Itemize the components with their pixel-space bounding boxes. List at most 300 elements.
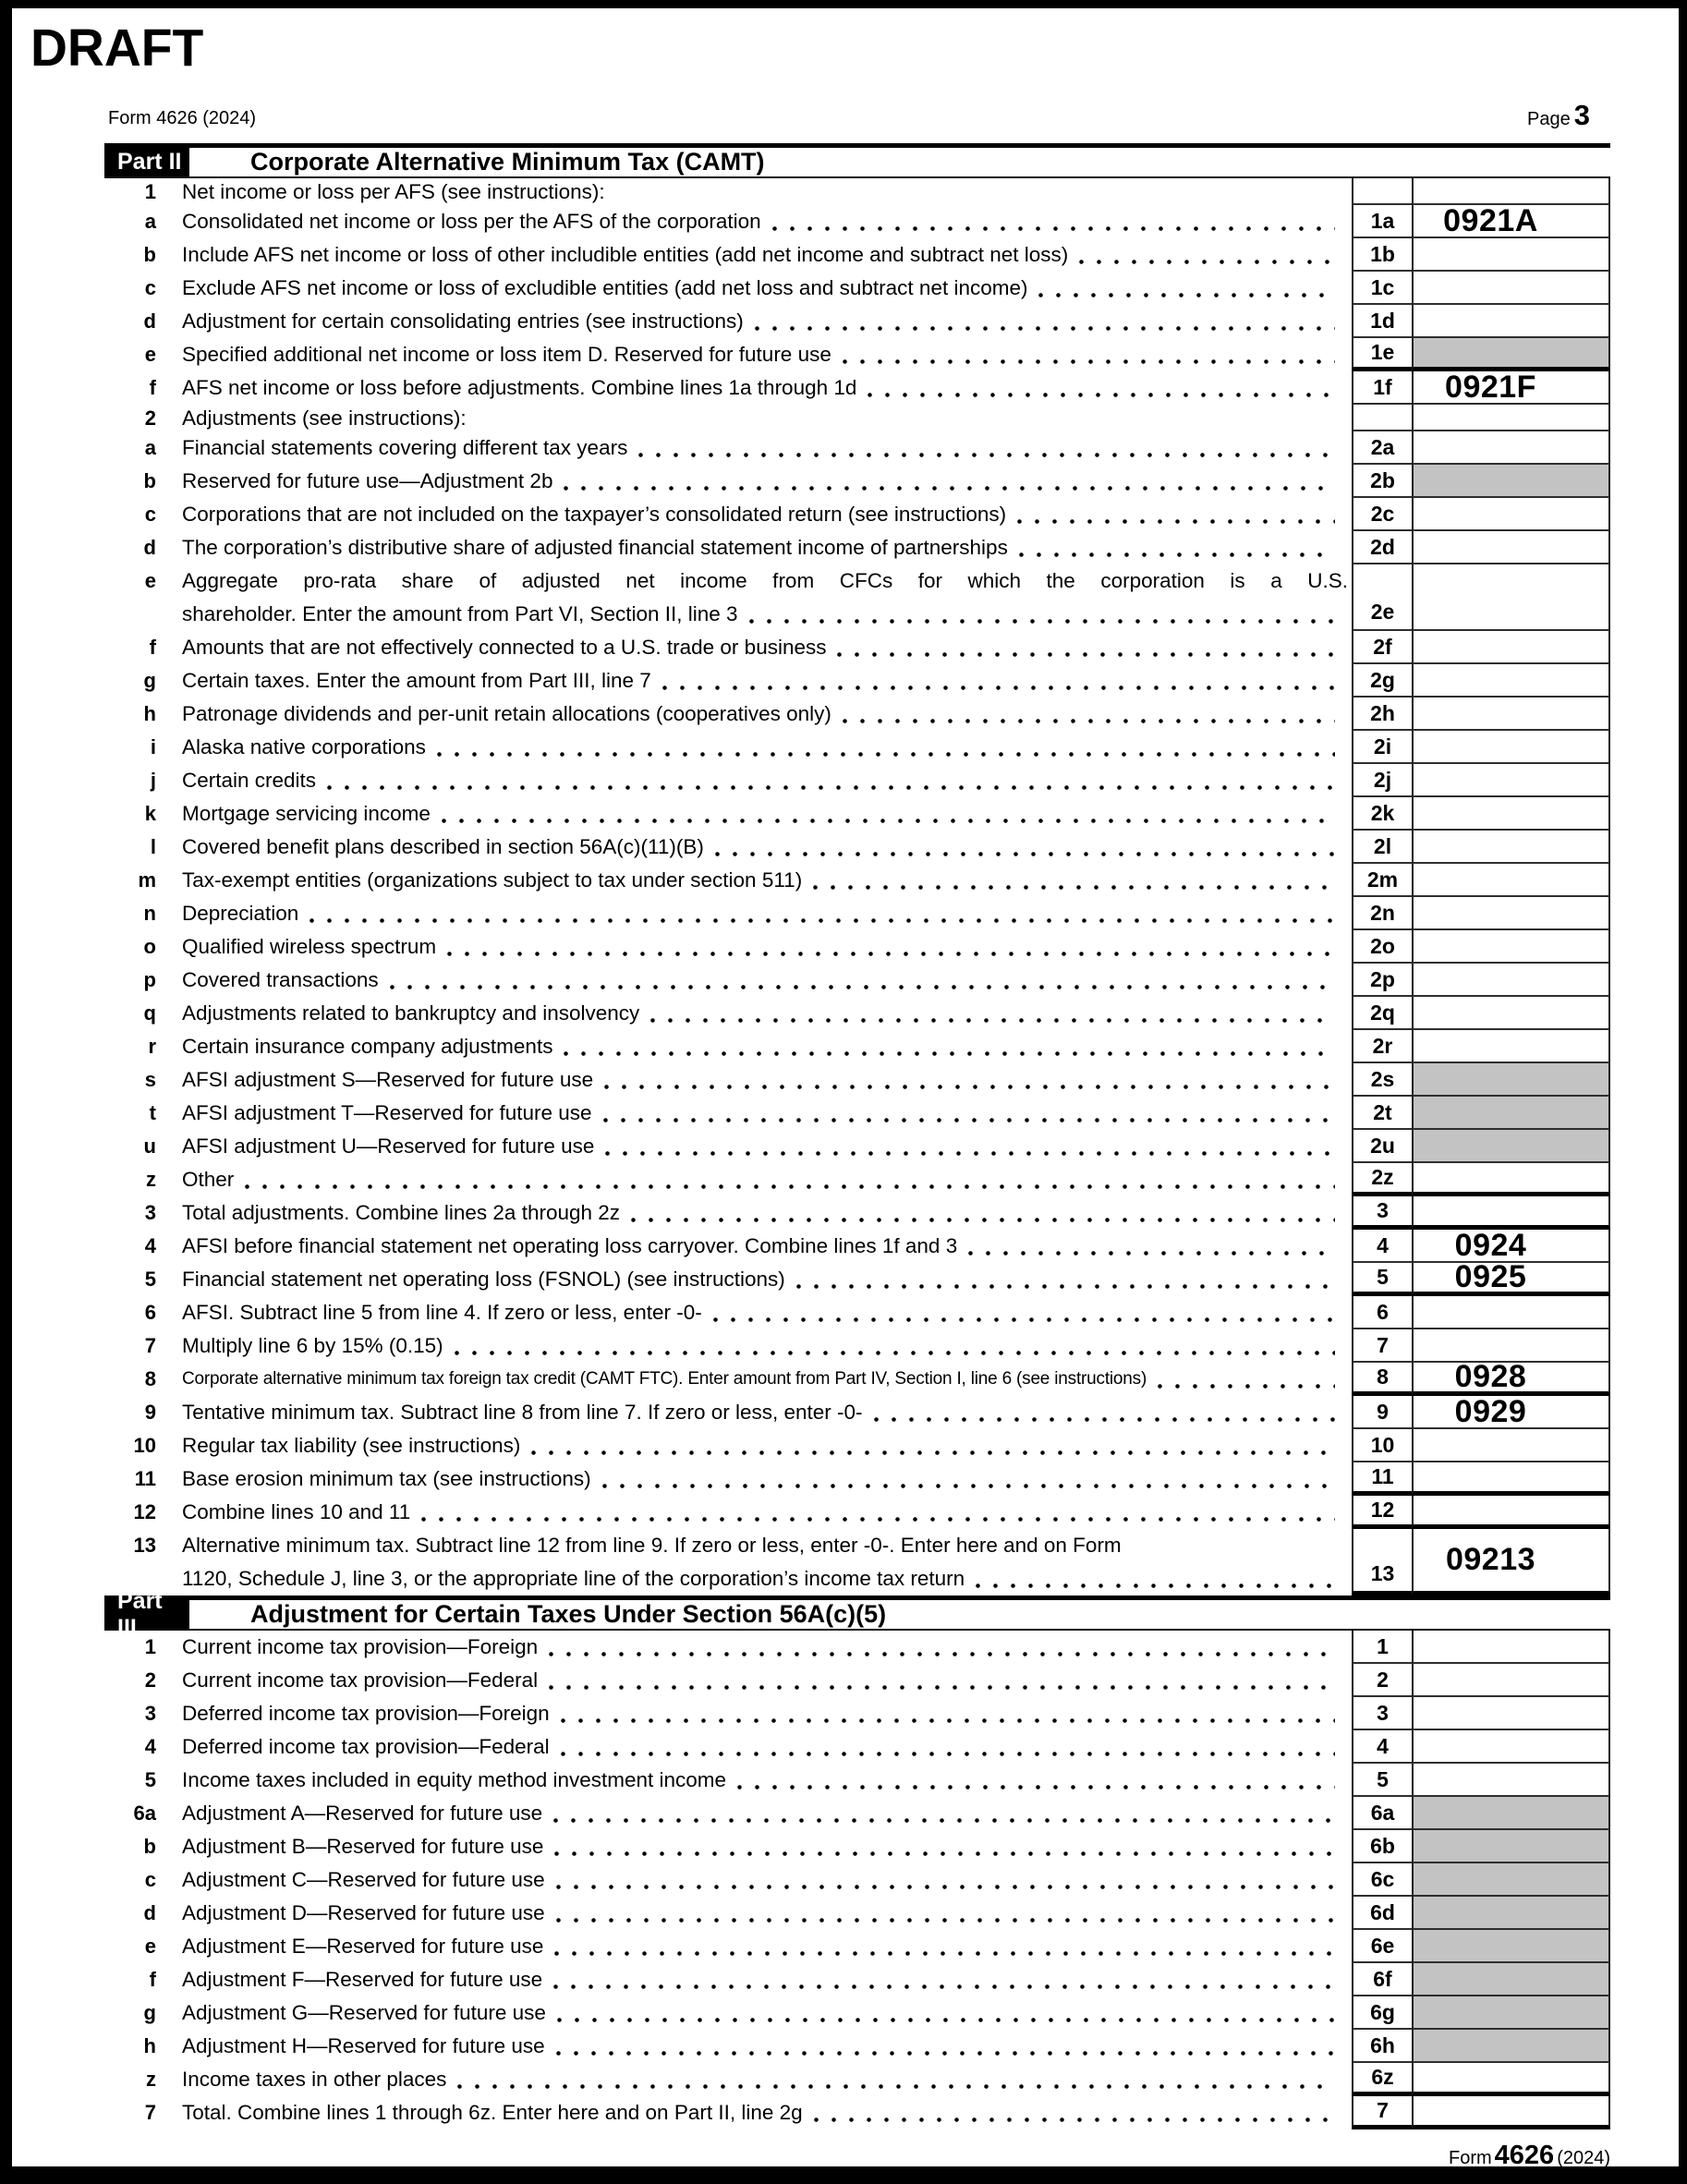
line-number-box: 6z [1352,2063,1412,2096]
dot-leader [605,1130,1335,1163]
dot-leader [557,1996,1335,2030]
dot-leader [837,631,1335,664]
line-text: Depreciation [182,902,299,925]
amount-box-p2-2d[interactable] [1412,531,1610,564]
line-description [156,2030,1352,2063]
amount-box-p2-11[interactable] [1412,1462,1610,1496]
dot-leader [772,205,1335,238]
form-row-p2-8 [104,1359,1610,1396]
line-number-box: 2i [1352,731,1412,764]
line-description [156,1462,1352,1496]
line-number-box: 2q [1352,997,1412,1030]
dot-leader [553,1797,1335,1830]
dot-leader [843,698,1335,731]
part3-table [104,1631,1610,2129]
form-row-p2-2m [104,864,1610,897]
amount-box-p2-2m[interactable] [1412,864,1610,897]
line-label: e [144,569,156,592]
dot-leader [549,1664,1335,1697]
line-label: a [144,210,156,233]
line-label: f [149,1968,156,1991]
line-description [156,1697,1352,1730]
line-description [156,1396,1352,1429]
line-number-box: 2n [1352,897,1412,930]
line-text: Adjustments (see instructions): [182,406,467,430]
line-text: Regular tax liability (see instructions) [182,1434,521,1457]
line-text: Specified additional net income or loss item D. Reserved for future use [182,343,831,366]
line-label: 9 [144,1401,156,1424]
amount-box-p2-2u [1412,1130,1610,1163]
part3-header-bar [104,1587,1610,1641]
dot-leader [442,797,1335,831]
line-text: Mortgage servicing income [182,802,431,825]
line-description [156,664,1352,698]
line-description [156,1063,1352,1097]
line-label: 4 [144,1735,156,1758]
line-text: Aggregate pro-rata share of adjusted net income from CFCs for which the corporation is a U.S. [182,569,1348,592]
dot-leader [968,1230,1335,1263]
line-label: j [150,769,156,792]
line-number-box: 2s [1352,1063,1412,1097]
line-description [156,1496,1352,1529]
line-number-box: 4 [1352,1230,1412,1263]
amount-box-p2-13[interactable] [1412,1529,1610,1596]
dot-leader [874,1396,1335,1429]
line-label: 3 [144,1201,156,1224]
line-number-box: 2t [1352,1097,1412,1130]
line-text: Corporate alternative minimum tax foreign tax credit (CAMT FTC). Enter amount from Part IV, Section I, line 6 (see instructions) [182,1369,1147,1389]
form-row-p2-2u [104,1130,1610,1163]
line-number-box: 2h [1352,698,1412,731]
form-row-p2-5 [104,1259,1610,1296]
line-text: Consolidated net income or loss per the AFS of the corporation [182,210,761,233]
form-row-p2-7 [104,1329,1610,1363]
dot-leader [421,1496,1335,1529]
line-number-box: 5 [1352,1764,1412,1797]
form-row-p2-1 [104,178,1610,205]
form-row-p2-2k [104,797,1610,831]
part2-label: Part II [104,148,189,176]
amount-box-p2-2h[interactable] [1412,698,1610,731]
amount-box-p2-2f[interactable] [1412,631,1610,664]
dot-leader [554,1930,1335,1963]
dot-leader [843,338,1335,371]
line-number-box: 2l [1352,831,1412,864]
amount-box-p2-1c[interactable] [1412,272,1610,305]
amount-box-p2-2e[interactable] [1412,564,1610,631]
line-label: q [143,1001,156,1025]
form-row-p2-1f [104,371,1610,405]
line-number-box: 1 [1352,1631,1412,1664]
line-description [156,1230,1352,1263]
line-number-box: 6c [1352,1863,1412,1897]
line-text: Certain credits [182,769,317,792]
dot-leader [556,2030,1335,2063]
line-description [156,1764,1352,1797]
dot-leader [749,598,1335,631]
amount-box-p2-4[interactable] [1412,1227,1610,1263]
line-label: g [143,2001,156,2024]
form-row-p3-2 [104,1664,1610,1697]
form-row-p3-6e [104,1930,1610,1963]
amount-box-p2-6[interactable] [1412,1296,1610,1329]
amount-box-p3-6f [1412,1963,1610,1996]
form-row-p2-2g [104,664,1610,698]
line-number-box: 2a [1352,431,1412,465]
amount-box-p3-6z[interactable] [1412,2063,1610,2096]
line-number-box: 2z [1352,1163,1412,1196]
dot-leader [561,1730,1335,1764]
form-row-p2-11 [104,1462,1610,1496]
form-row-p2-2p [104,964,1610,997]
amount-box-p3-6d [1412,1897,1610,1930]
line-description [156,1196,1352,1230]
line-text: Covered benefit plans described in section 56A(c)(11)(B) [182,835,704,858]
line-text: AFSI adjustment T—Reserved for future use [182,1101,592,1124]
line-number-box: 6g [1352,1996,1412,2030]
amount-box-p2-2l[interactable] [1412,831,1610,864]
line-number-box: 12 [1352,1496,1412,1529]
line-label: f [149,636,156,659]
form-reference-header: Form 4626 (2024) [108,108,257,128]
amount-box-p3-6b [1412,1830,1610,1863]
description-line-2 [182,598,1348,631]
line-label: 11 [134,1467,156,1490]
description-line-1 [182,564,1348,598]
dot-leader [447,930,1335,964]
line-number-box: 6 [1352,1296,1412,1329]
line-description [156,305,1352,338]
form-row-p3-4 [104,1730,1610,1764]
line-description [156,405,1352,431]
dot-leader [814,2096,1335,2129]
line-description [156,431,1352,465]
amount-box-p2-2j[interactable] [1412,764,1610,797]
line-text: Alternative minimum tax. Subtract line 12 from line 9. If zero or less, enter -0-. Enter here and on Form [182,1534,1122,1557]
amount-box-p2-2z[interactable] [1412,1163,1610,1196]
amount-box-p2-5[interactable] [1412,1259,1610,1296]
amount-box-p3-7[interactable] [1412,2096,1610,2129]
line-number-box: 2g [1352,664,1412,698]
part2-title: Corporate Alternative Minimum Tax (CAMT) [250,148,765,176]
line-number-box: 1a [1352,205,1412,238]
form-row-p3-6h [104,2030,1610,2063]
part3-label: Part III [104,1600,189,1629]
amount-box-p2-2q[interactable] [1412,997,1610,1030]
form-row-p2-2a [104,431,1610,465]
amount-box-p3-6g [1412,1996,1610,2030]
line-text: 1120, Schedule J, line 3, or the appropriate line of the corporation’s income tax return [182,1567,965,1590]
line-text: Total. Combine lines 1 through 6z. Enter here and on Part II, line 2g [182,2101,803,2124]
line-number-box: 11 [1352,1462,1412,1496]
line-number-box: 2j [1352,764,1412,797]
page-word: Page [1527,109,1571,129]
line-text: Financial statements covering different tax years [182,436,628,459]
line-label: 7 [144,2101,156,2124]
form-row-p2-10 [104,1429,1610,1462]
line-description [156,1263,1352,1296]
line-label: o [143,935,156,958]
footer-form-year: (2024) [1557,2148,1610,2168]
form-row-p2-2h [104,698,1610,731]
line-description [156,1030,1352,1063]
form-row-p3-5 [104,1764,1610,1797]
line-description [156,498,1352,531]
amount-box-p3-6h [1412,2030,1610,2063]
line-text: Base erosion minimum tax (see instructions) [182,1467,591,1490]
line-text: Certain insurance company adjustments [182,1035,553,1058]
form-row-p2-9 [104,1393,1610,1429]
dot-leader [1017,498,1335,531]
line-text: Amounts that are not effectively connected to a U.S. trade or business [182,636,827,659]
form-row-p2-6 [104,1296,1610,1329]
line-number-box: 9 [1352,1396,1412,1429]
line-label: f [149,376,156,399]
amount-box-p2-2s [1412,1063,1610,1097]
amount-box-p2-10[interactable] [1412,1429,1610,1462]
amount-box-p3-6a [1412,1797,1610,1830]
form-row-p2-1b [104,238,1610,272]
line-description [156,1429,1352,1462]
line-number-box: 2d [1352,531,1412,564]
amount-box-p2-2n[interactable] [1412,897,1610,930]
amount-value: 0924 [1454,1227,1527,1263]
form-row-p2-2 [104,405,1610,431]
form-row-p2-1a [104,202,1610,238]
line-text: Alaska native corporations [182,735,426,758]
line-text: Multiply line 6 by 15% (0.15) [182,1334,443,1357]
amount-value: 0929 [1454,1393,1527,1429]
amount-box-p2-1d[interactable] [1412,305,1610,338]
amount-value: 0921F [1445,369,1536,405]
line-description [156,1897,1352,1930]
form-row-p3-6f [104,1963,1610,1996]
line-description [156,531,1352,564]
form-row-p2-2n [104,897,1610,930]
line-text: AFSI adjustment S—Reserved for future use [182,1068,594,1091]
amount-box-p2-2k[interactable] [1412,797,1610,831]
amount-box-p2-7[interactable] [1412,1329,1610,1363]
line-description [156,731,1352,764]
amount-box-p2-12[interactable] [1412,1496,1610,1529]
form-row-p3-3 [104,1697,1610,1730]
amount-box-p2-2t [1412,1097,1610,1130]
line-label: d [143,1901,156,1924]
form-body [104,143,1610,2171]
line-label: 2 [144,1668,156,1692]
amount-box-p3-3[interactable] [1412,1697,1610,1730]
line-number-box [1352,178,1412,205]
amount-box-p3-4[interactable] [1412,1730,1610,1764]
line-number-box: 3 [1352,1697,1412,1730]
line-number-box: 1b [1352,238,1412,272]
line-label: u [143,1134,156,1158]
dot-leader [564,1030,1335,1063]
amount-box-p2-2b [1412,465,1610,498]
line-label: z [146,1168,156,1191]
line-label: h [143,702,156,725]
line-text: Adjustment G—Reserved for future use [182,2001,546,2024]
amount-box-p2-8[interactable] [1412,1359,1610,1396]
line-label: a [144,436,156,459]
amount-box-p2-2g[interactable] [1412,664,1610,698]
dot-leader [553,1963,1335,1996]
line-number-box: 6b [1352,1830,1412,1863]
line-text: Combine lines 10 and 11 [182,1500,411,1523]
line-description [156,698,1352,731]
line-description [156,1664,1352,1697]
dot-leader [1079,238,1335,272]
amount-box-p2-1f[interactable] [1412,371,1610,405]
dot-leader [390,964,1335,997]
form-row-p2-2r [104,1030,1610,1063]
line-text: Reserved for future use—Adjustment 2b [182,469,553,492]
line-label: m [138,868,156,892]
line-text: Adjustment B—Reserved for future use [182,1835,544,1858]
form-row-p2-2t [104,1097,1610,1130]
line-description [156,238,1352,272]
line-label: 5 [144,1268,156,1291]
amount-box-p2-2p[interactable] [1412,964,1610,997]
line-description [156,205,1352,238]
line-text: Adjustment for certain consolidating entries (see instructions) [182,309,744,333]
line-text: Corporations that are not included on the taxpayer’s consolidated return (see instructions) [182,503,1007,526]
form-row-p2-13 [104,1529,1610,1596]
line-label: r [148,1035,156,1058]
line-text: Net income or loss per AFS (see instructions): [182,179,605,203]
dot-leader [1158,1363,1335,1396]
amount-box-p2-1 [1412,178,1610,205]
line-label: d [143,536,156,559]
line-number-box: 6h [1352,2030,1412,2063]
footer-form-word: Form [1449,2148,1492,2168]
line-label: 6a [133,1802,156,1825]
amount-box-p2-2c[interactable] [1412,498,1610,531]
line-text: Income taxes included in equity method investment income [182,1768,727,1791]
line-text: Income taxes in other places [182,2068,447,2091]
form-row-p2-2f [104,631,1610,664]
line-text: Tentative minimum tax. Subtract line 8 from line 7. If zero or less, enter -0- [182,1401,863,1424]
line-label: n [143,902,156,925]
line-text: Other [182,1168,235,1191]
line-number-box: 7 [1352,2096,1412,2129]
amount-value: 0928 [1454,1359,1527,1394]
line-text: Patronage dividends and per-unit retain allocations (cooperatives only) [182,702,831,725]
line-text: Adjustment F—Reserved for future use [182,1968,543,1991]
dot-leader [556,1897,1335,1930]
dot-leader [713,1296,1335,1329]
line-label: 4 [144,1234,156,1257]
amount-box-p3-2[interactable] [1412,1664,1610,1697]
dot-leader [868,371,1335,405]
amount-box-p2-2a[interactable] [1412,431,1610,465]
line-text: Current income tax provision—Foreign [182,1635,539,1658]
line-number-box: 2c [1352,498,1412,531]
line-description [156,964,1352,997]
form-row-p2-2d [104,531,1610,564]
page-number: 3 [1573,99,1590,131]
form-row-p2-4 [104,1227,1610,1263]
line-description [156,797,1352,831]
line-number-box: 7 [1352,1329,1412,1363]
amount-box-p3-5[interactable] [1412,1764,1610,1797]
dot-leader [796,1263,1335,1296]
line-description [156,1130,1352,1163]
amount-box-p2-3[interactable] [1412,1196,1610,1230]
line-description [156,997,1352,1030]
dot-leader [976,1562,1335,1596]
line-description [156,2063,1352,2096]
line-description [156,764,1352,797]
line-description [156,1363,1352,1396]
line-label: c [144,276,156,299]
line-description [156,930,1352,964]
amount-box-p3-1[interactable] [1412,1631,1610,1664]
amount-value: 0921A [1443,202,1538,238]
line-description [156,831,1352,864]
line-text: AFSI. Subtract line 5 from line 4. If zero or less, enter -0- [182,1301,702,1324]
line-text: Deferred income tax provision—Foreign [182,1702,550,1725]
line-description [156,1163,1352,1196]
line-description [156,897,1352,930]
amount-box-p3-6e [1412,1930,1610,1963]
amount-box-p2-2i[interactable] [1412,731,1610,764]
line-label: z [146,2068,156,2091]
line-number-box: 6d [1352,1897,1412,1930]
line-number-box [1352,405,1412,431]
dot-leader [457,2063,1335,2096]
form-row-p2-2z [104,1163,1610,1196]
line-text: Certain taxes. Enter the amount from Part III, line 7 [182,669,651,692]
form-row-p2-2b [104,465,1610,498]
dot-leader [437,731,1335,764]
line-label: 3 [144,1702,156,1725]
amount-box-p2-2o[interactable] [1412,930,1610,964]
footer-form-number: 4626 [1494,2141,1555,2170]
line-description [156,564,1352,631]
line-number-box: 2b [1352,465,1412,498]
line-text: Qualified wireless spectrum [182,935,437,958]
amount-box-p2-9[interactable] [1412,1393,1610,1429]
form-row-p2-2e [104,564,1610,631]
line-text: Adjustment E—Reserved for future use [182,1935,544,1958]
description-line-1 [182,1529,1348,1562]
line-description [156,1830,1352,1863]
amount-box-p2-1b[interactable] [1412,238,1610,272]
line-number-box: 2f [1352,631,1412,664]
dot-leader [309,897,1335,930]
line-description [156,1296,1352,1329]
line-text: AFSI adjustment U—Reserved for future use [182,1134,595,1158]
form-row-p3-6g [104,1996,1610,2030]
form-row-p2-1e [104,338,1610,371]
line-label: c [144,1868,156,1891]
dot-leader [554,1830,1335,1863]
line-text: AFS net income or loss before adjustments. Combine lines 1a through 1d [182,376,857,399]
line-number-box: 13 [1352,1529,1412,1596]
dot-leader [327,764,1335,797]
line-description [156,371,1352,405]
amount-box-p2-1a[interactable] [1412,202,1610,238]
amount-box-p2-2r[interactable] [1412,1030,1610,1063]
form-row-p2-12 [104,1496,1610,1529]
line-description [156,864,1352,897]
part2-table [104,178,1610,1596]
line-number-box: 6f [1352,1963,1412,1996]
line-label: c [144,503,156,526]
line-text: Total adjustments. Combine lines 2a through 2z [182,1201,621,1224]
line-label: 10 [133,1434,156,1457]
